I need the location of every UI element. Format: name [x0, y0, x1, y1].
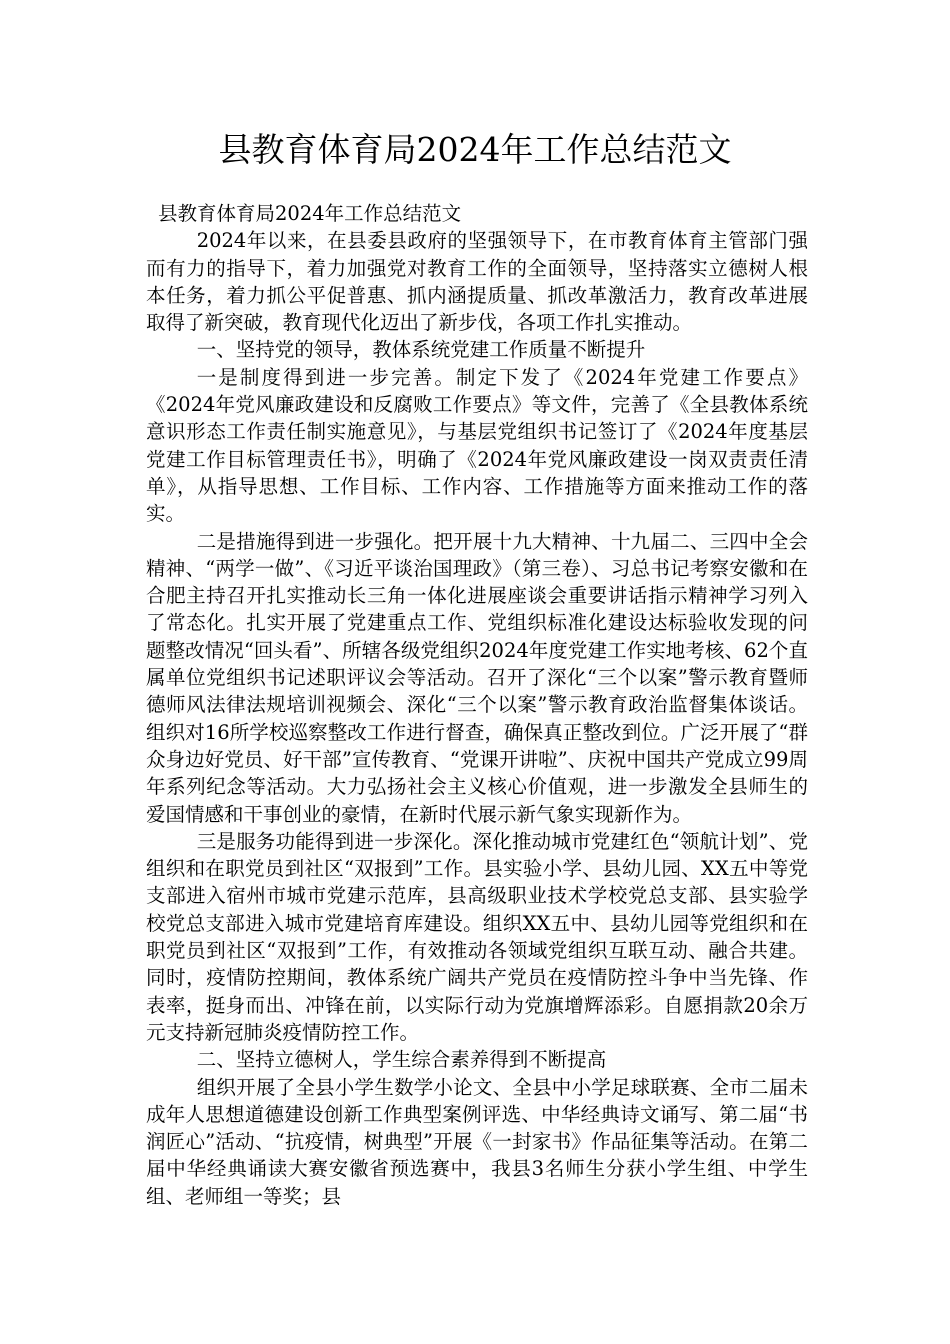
section-1-paragraph-2: 二是措施得到进一步强化。把开展十九大精神、十九届二、三四中全会精神、“两学一做”、《习近平谈治国理政》（第三卷）、习总书记考察安徽和在合肥主持召开扎实推动长三角一体化进展座谈会重要讲话指示精神学习列入了常态化。扎实开展了党建重点工作、党组织标准化建设达标验收发现的问题整改情况“回头看”、所辖各级党组织2024年度党建工作实地考核、62个直属单位党组织书记述职评议会等活动。召开了深化“三个以案”警示教育暨师德师风法律法规培训视频会、深化“三个以案”警示教育政治监督集体谈话。组织对16所学校巡察整改工作进行督查，确保真正整改到位。广泛开展了“群众身边好党员、好干部”宣传教育、“党课开讲啦”、庆祝中国共产党成立99周年系列纪念等活动。大力弘扬社会主义核心价值观，进一步激发全县师生的爱国情感和干事创业的豪情，在新时代展示新气象实现新作为。 [146, 529, 808, 826]
section-1-paragraph-1: 一是制度得到进一步完善。制定下发了《2024年党建工作要点》《2024年党风廉政建设和反腐败工作要点》等文件，完善了《全县教体系统意识形态工作责任制实施意见》，与基层党组织书记签订了《2024年度基层党建工作目标管理责任书》，明确了《2024年党风廉政建设一岗双责责任清单》，从指导思想、工作目标、工作内容、工作措施等方面来推动工作的落实。 [146, 365, 808, 526]
intro-paragraph: 2024年以来，在县委县政府的坚强领导下，在市教育体育主管部门强而有力的指导下，着力加强党对教育工作的全面领导，坚持落实立德树人根本任务，着力抓公平促普惠、抓内涵提质量、抓改革激活力，教育改革进展取得了新突破，教育现代化迈出了新步伐，各项工作扎实推动。 [146, 229, 808, 335]
document-body [146, 200, 808, 1210]
section-1-paragraph-3: 三是服务功能得到进一步深化。深化推动城市党建红色“领航计划”、党组织和在职党员到社区“双报到”工作。县实验小学、县幼儿园、XX五中等党支部进入宿州市城市党建示范库，县高级职业技术学校党总支部、县实验学校党总支部进入城市党建培育库建设。组织XX五中、县幼儿园等党组织和在职党员到社区“双报到”工作，有效推动各领域党组织互联互动、融合共建。同时，疫情防控期间，教体系统广阔共产党员在疫情防控斗争中当先锋、作表率，挺身而出、冲锋在前，以实际行动为党旗增辉添彩。自愿捐款20余万元支持新冠肺炎疫情防控工作。 [146, 829, 808, 1044]
section-1-heading: 一、坚持党的领导，教体系统党建工作质量不断提升 [196, 338, 646, 362]
section-2-paragraph-1: 组织开展了全县小学生数学小论文、全县中小学足球联赛、全市二届未成年人思想道德建设创新工作典型案例评选、中华经典诗文诵写、第二届“书润匠心”活动、“抗疫情，树典型”开展《一封家书》作品征集等活动。在第二届中华经典诵读大赛安徽省预选赛中，我县3名师生分获小学生组、中学生组、老师组一等奖；县 [146, 1075, 808, 1208]
document-subtitle: 县教育体育局2024年工作总结范文 [158, 202, 462, 225]
section-2-heading: 二、坚持立德树人，学生综合素养得到不断提高 [196, 1048, 607, 1072]
document-title: 县教育体育局2024年工作总结范文 [218, 130, 732, 169]
